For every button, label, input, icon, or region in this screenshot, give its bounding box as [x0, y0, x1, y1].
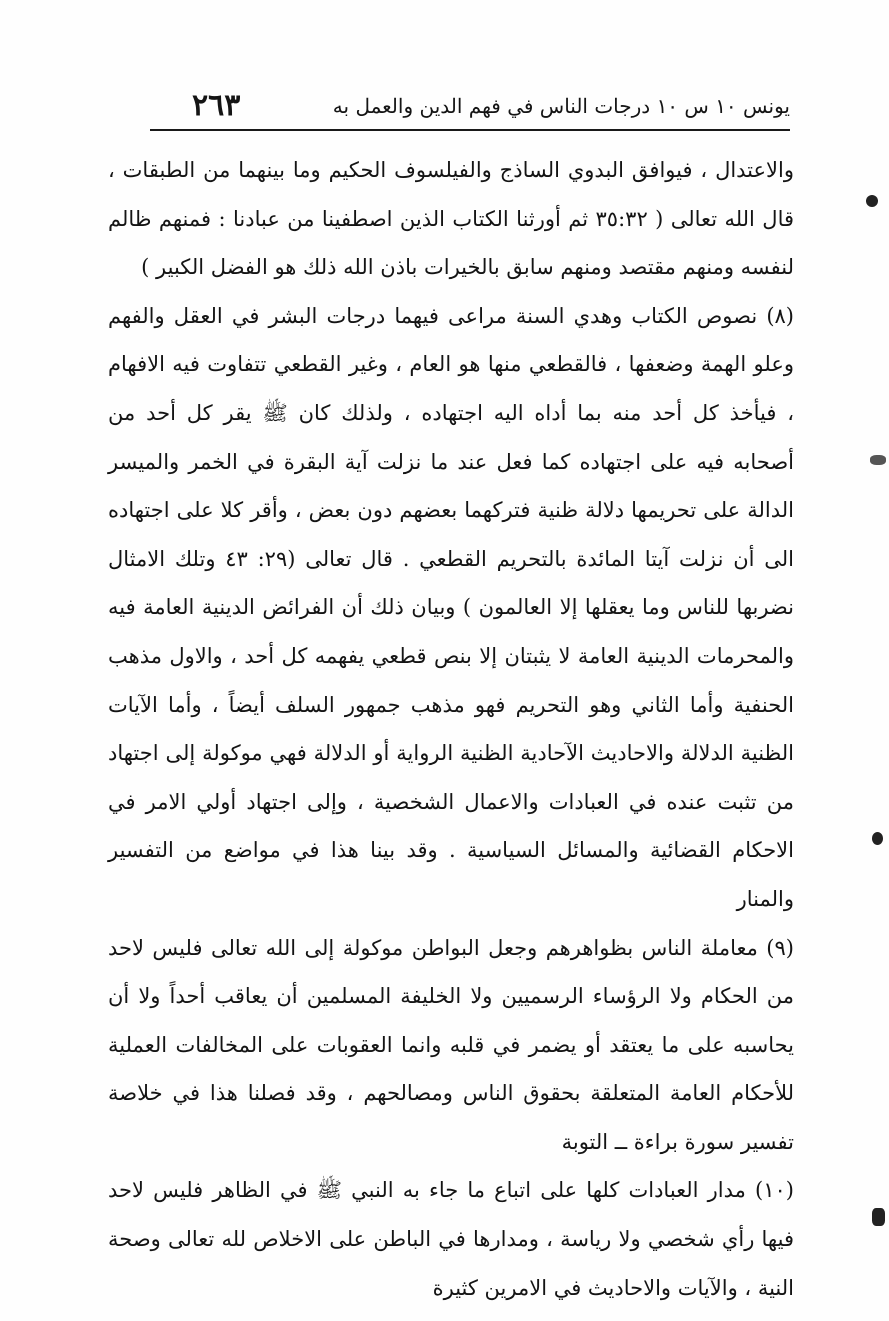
page-number: ٢٦٣: [192, 88, 241, 123]
ink-spot: [866, 195, 878, 207]
paragraph: (٩) معاملة الناس بظواهرهم وجعل البواطن موكولة إلى الله تعالى فليس لاحد من الحكام ولا الرؤساء الرسميين ولا الخليفة المسلمين أن يعاقب أحداً ولا أن يحاسبه على ما يعتقد أو يضمر في قلبه وانما العقوبات على المخالفات العملية للأحكام العامة المتعلقة بحقوق الناس ومصالحهم ، وقد فصلنا هذا في خلاصة تفسير سورة براءة ــ التوبة: [108, 935, 794, 1154]
ink-spot: [872, 832, 883, 845]
paragraph: (٨) نصوص الكتاب وهدي السنة مراعى فيهما درجات البشر في العقل والفهم وعلو الهمة وضعفها ، فالقطعي منها هو العام ، وغير القطعي تتفاوت فيه الافهام ، فيأخذ كل أحد منه بما أداه اليه اجتهاده ، ولذلك كان ﷺ يقر كل أحد من أصحابه فيه على اجتهاده كما فعل عند ما نزلت آية البقرة في الخمر والميسر الدالة على تحريمها دلالة ظنية فتركهما بعضهم دون بعض ، وأقر كلا على اجتهاده الى أن نزلت آيتا المائدة بالتحريم القطعي . قال تعالى (٢٩: ٤٣ وتلك الامثال نضربها للناس وما يعقلها إلا العالمون ) وبيان ذلك أن الفرائض الدينية العامة فيه والمحرمات الدينية العامة لا يثبتان إلا بنص قطعي يفهمه كل أحد ، والاول مذهب الحنفية وأما الثاني وهو التحريم فهو مذهب جمهور السلف أيضاً ، وأما الآيات الظنية الدلالة والاحاديث الآحادية الظنية الرواية أو الدلالة فهي موكولة إلى اجتهاد من تثبت عنده في العبادات والاعمال الشخصية ، وإلى اجتهاد أولي الامر في الاحكام القضائية والمسائل السياسية . وقد بينا هذا في مواضع من التفسير والمنار: [108, 303, 794, 911]
page-header: [150, 88, 790, 128]
paragraph: (١٠) مدار العبادات كلها على اتباع ما جاء به النبي ﷺ في الظاهر فليس لاحد فيها رأي شخصي ولا رياسة ، ومدارها في الباطن على الاخلاص لله تعالى وصحة النية ، والآيات والاحاديث في الامرين كثيرة: [108, 1178, 794, 1300]
body-text: [108, 146, 794, 1312]
ink-spot: [872, 1208, 885, 1226]
running-title: يونس ١٠ س ١٠ درجات الناس في فهم الدين والعمل به: [332, 94, 790, 118]
header-rule: [150, 129, 790, 131]
ink-spot: [870, 455, 886, 465]
paragraph: والاعتدال ، فيوافق البدوي الساذج والفيلسوف الحكيم وما بينهما من الطبقات ، قال الله تعالى ( ٣٥:٣٢ ثم أورثنا الكتاب الذين اصطفينا من عبادنا : فمنهم ظالم لنفسه ومنهم مقتصد ومنهم سابق بالخيرات باذن الله ذلك هو الفضل الكبير ): [108, 158, 795, 280]
